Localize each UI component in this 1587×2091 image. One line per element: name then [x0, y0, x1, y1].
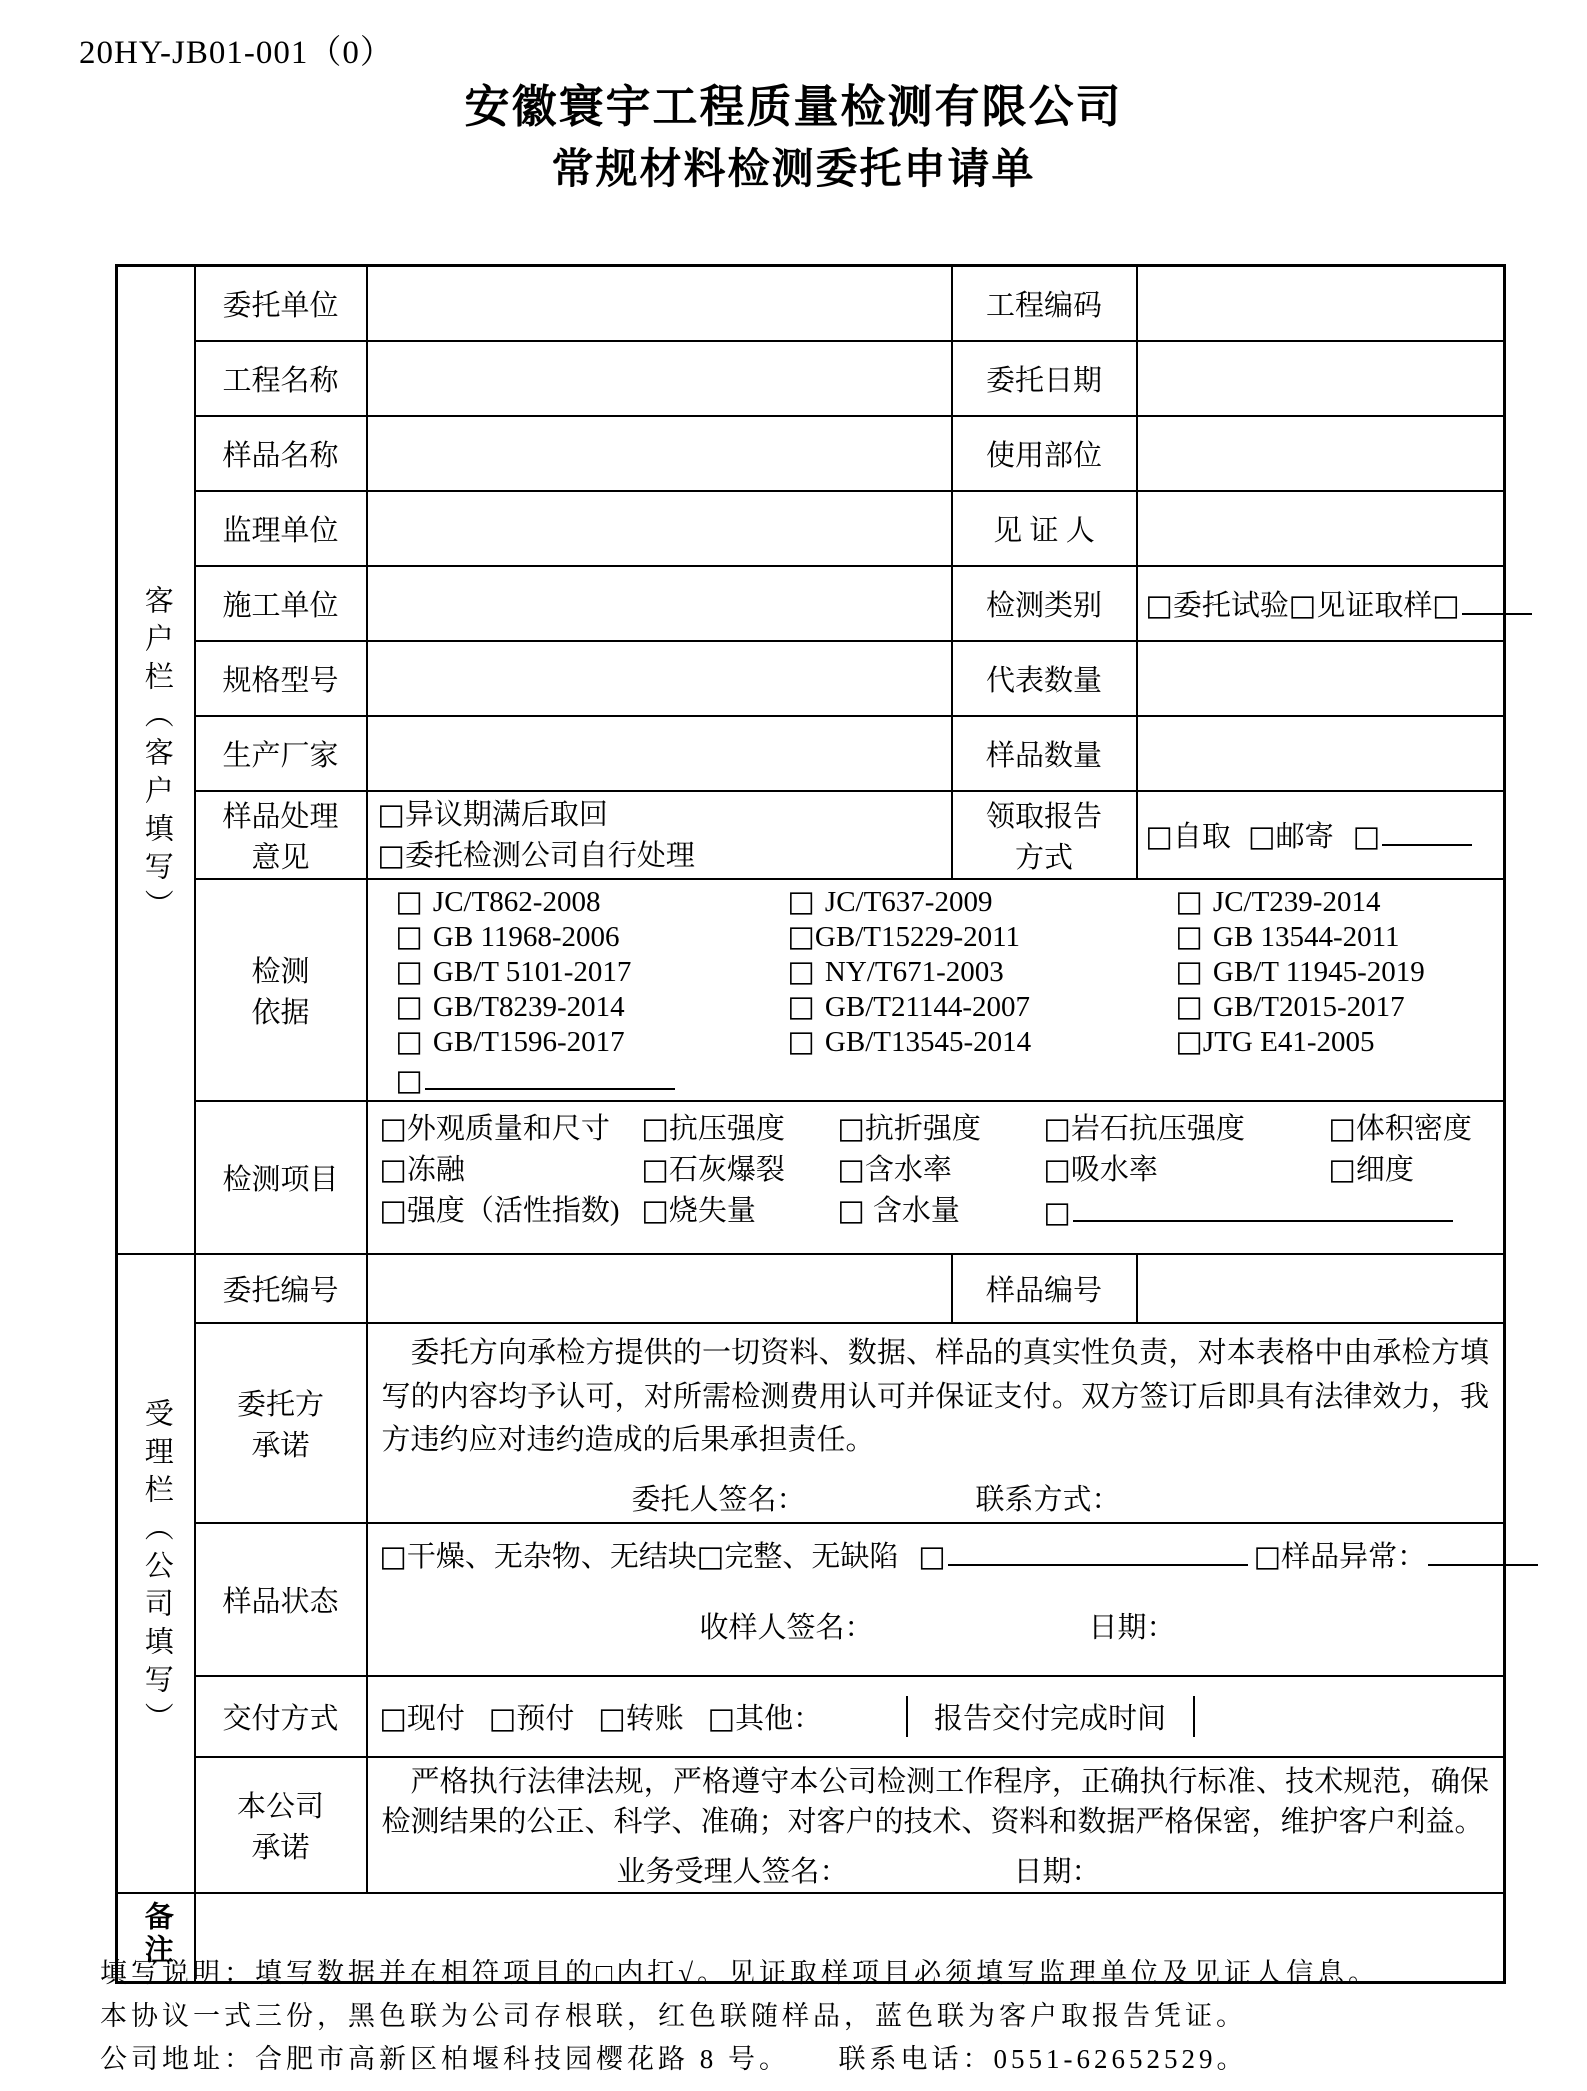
- input-use-position[interactable]: [1137, 416, 1505, 491]
- checkbox-icon[interactable]: [1289, 588, 1316, 622]
- acceptance-section-side-text: 受理栏（公司填写）: [140, 1398, 173, 1741]
- label-manufacturer: 生产厂家: [195, 716, 367, 791]
- checkbox-icon[interactable]: [1353, 819, 1380, 853]
- label-sample-disposal: 样品处理 意见: [195, 791, 367, 879]
- application-form-table: [115, 264, 1506, 1984]
- label-construction-unit: 施工单位: [195, 566, 367, 641]
- test-basis-column-3: [1176, 884, 1425, 1099]
- checkbox-option-item[interactable]: □ 强度（活性指数): [380, 1190, 642, 1233]
- blank-underline[interactable]: [425, 1059, 675, 1091]
- checkbox-icon[interactable]: [380, 1701, 407, 1735]
- checkbox-icon[interactable]: [697, 1539, 724, 1573]
- checkbox-icon[interactable]: [788, 989, 815, 1023]
- table-row: [117, 1101, 1505, 1254]
- label-commission-no: 委托编号: [195, 1254, 367, 1323]
- checkbox-option-standard[interactable]: □ GB/T13545-2014: [788, 1024, 1176, 1059]
- table-row: [117, 341, 1505, 416]
- checkbox-icon[interactable]: [918, 1539, 945, 1573]
- checkbox-icon[interactable]: [1176, 884, 1203, 918]
- checkbox-option-self-pickup[interactable]: □ 自取: [1146, 821, 1231, 853]
- checkbox-icon[interactable]: [1432, 588, 1459, 622]
- label-commission-date: 委托日期: [952, 341, 1137, 416]
- checkbox-icon[interactable]: [396, 1024, 423, 1058]
- label-sample-qty: 样品数量: [952, 716, 1137, 791]
- label-sample-abnormal: 样品异常：: [1281, 1540, 1427, 1573]
- checkbox-option-item[interactable]: □ 岩石抗压强度: [1044, 1108, 1329, 1149]
- checkbox-icon[interactable]: [788, 954, 815, 988]
- sample-state-options: [380, 1530, 1494, 1575]
- label-client-promise: 委托方 承诺: [195, 1323, 367, 1523]
- input-report-delivery-time[interactable]: [1195, 1696, 1504, 1737]
- input-project-code[interactable]: [1137, 266, 1505, 341]
- checkbox-option-company-dispose[interactable]: □ 委托检测公司自行处理: [378, 835, 941, 876]
- test-items-line-3: [380, 1190, 1504, 1233]
- checkbox-icon[interactable]: [396, 919, 423, 953]
- sample-state-signature-line: [380, 1605, 1494, 1646]
- input-sample-qty[interactable]: [1137, 716, 1505, 791]
- acceptance-section-side-label: [117, 1254, 195, 1893]
- table-row: [117, 566, 1505, 641]
- checkbox-icon[interactable]: [380, 1193, 407, 1227]
- checkbox-icon[interactable]: [1329, 1152, 1356, 1186]
- checkbox-option-standard[interactable]: □ GB/T 11945-2019: [1176, 954, 1425, 989]
- checkbox-option-mail[interactable]: □ 邮寄: [1248, 821, 1333, 853]
- footer-notes: [100, 1952, 1520, 2081]
- sample-state-cell: [367, 1523, 1505, 1676]
- checkbox-icon[interactable]: [396, 954, 423, 988]
- test-category-options: [1137, 566, 1505, 641]
- checkbox-option-standard[interactable]: □ JC/T239-2014: [1176, 884, 1425, 919]
- checkbox-icon[interactable]: [380, 1152, 407, 1186]
- label-test-category: 检测类别: [952, 566, 1137, 641]
- form-title: 常规材料检测委托申请单: [551, 147, 1036, 193]
- checkbox-icon[interactable]: [489, 1701, 516, 1735]
- checkbox-option-standard[interactable]: □ JC/T862-2008: [396, 884, 788, 919]
- checkbox-option-standard[interactable]: □ GB/T2015-2017: [1176, 989, 1425, 1024]
- footer-note-1: 填写说明：填写数据并在相符项目的□内打√。见证取样项目必须填写监理单位及见证人信息。: [100, 1958, 1380, 1988]
- checkbox-option-standard[interactable]: □ NY/T671-2003: [788, 954, 1176, 989]
- label-spec-model: 规格型号: [195, 641, 367, 716]
- table-row: [117, 1676, 1505, 1757]
- table-row: [117, 1757, 1505, 1893]
- table-row: [117, 716, 1505, 791]
- input-spec-model[interactable]: [367, 641, 952, 716]
- checkbox-option-item[interactable]: □ 烧失量: [642, 1190, 838, 1233]
- checkbox-option-standard[interactable]: □ GB/T1596-2017: [396, 1024, 788, 1059]
- checkbox-option-entrust-test[interactable]: □ 委托试验: [1146, 590, 1289, 622]
- company-promise-cell: [367, 1757, 1505, 1893]
- label-receiver-sign[interactable]: 收样人签名：: [699, 1611, 874, 1644]
- input-supervision-unit[interactable]: [367, 491, 952, 566]
- checkbox-icon[interactable]: [396, 989, 423, 1023]
- checkbox-icon[interactable]: [788, 884, 815, 918]
- blank-underline[interactable]: [1382, 814, 1472, 846]
- test-items-line-1: [380, 1108, 1504, 1149]
- label-acceptor-sign[interactable]: 业务受理人签名：: [616, 1855, 849, 1888]
- label-sample-no: 样品编号: [952, 1254, 1137, 1323]
- checkbox-option-standard[interactable]: □ JC/T637-2009: [788, 884, 1176, 919]
- checkbox-icon[interactable]: [598, 1701, 625, 1735]
- table-row: [117, 791, 1505, 879]
- checkbox-icon[interactable]: [1254, 1539, 1281, 1573]
- label-accept-date[interactable]: 日期：: [1013, 1855, 1101, 1888]
- test-basis-column-2: [788, 884, 1176, 1099]
- checkbox-icon[interactable]: [642, 1152, 669, 1186]
- checkbox-icon[interactable]: [378, 838, 405, 872]
- checkbox-option-item[interactable]: □ 体积密度: [1329, 1108, 1504, 1149]
- test-items-line-2: [380, 1149, 1504, 1190]
- table-row: [117, 879, 1505, 1102]
- checkbox-option-item[interactable]: □ 抗压强度: [642, 1108, 838, 1149]
- payment-row-cell: [367, 1676, 1505, 1757]
- input-representative-qty[interactable]: [1137, 641, 1505, 716]
- checkbox-icon[interactable]: [1146, 819, 1173, 853]
- sample-disposal-options: [367, 791, 952, 879]
- checkbox-option-item[interactable]: □ 吸水率: [1044, 1149, 1329, 1190]
- label-use-position: 使用部位: [952, 416, 1137, 491]
- client-promise-cell: [367, 1323, 1505, 1523]
- checkbox-option-standard[interactable]: □ JTG E41-2005: [1176, 1024, 1425, 1059]
- label-project-name: 工程名称: [195, 341, 367, 416]
- checkbox-option-transfer[interactable]: □ 转账: [598, 1696, 683, 1737]
- doc-code: 20HY-JB01-001（0）: [79, 35, 394, 71]
- company-promise-text: 严格执行法律法规，严格遵守本公司检测工作程序，正确执行标准、技术规范，确保检测结果的公正、科学、准确；对客户的技术、资料和数据严格保密，维护客户利益。: [381, 1765, 1489, 1839]
- checkbox-icon[interactable]: [1248, 819, 1275, 853]
- label-client-unit: 委托单位: [195, 266, 367, 341]
- checkbox-icon[interactable]: [1176, 989, 1203, 1023]
- checkbox-option-item[interactable]: □ 冻融: [380, 1149, 642, 1190]
- label-company-promise: 本公司 承诺: [195, 1757, 367, 1893]
- checkbox-option-item[interactable]: □ 抗折强度: [838, 1108, 1044, 1149]
- client-section-side-text: 客户栏（客户填写）: [140, 585, 173, 928]
- client-promise-signature-line: [382, 1477, 1490, 1518]
- checkbox-icon[interactable]: [1044, 1111, 1071, 1145]
- label-contact[interactable]: 联系方式：: [975, 1483, 1121, 1516]
- footer-note-3: 公司地址：合肥市高新区柏堰科技园樱花路 8 号。 联系电话：0551-62652529。: [100, 2044, 1248, 2074]
- test-basis-column-1: [396, 884, 788, 1099]
- table-row: [117, 1323, 1505, 1523]
- label-client-sign[interactable]: 委托人签名：: [631, 1483, 806, 1516]
- input-client-unit[interactable]: [367, 266, 952, 341]
- table-row: [117, 1254, 1505, 1323]
- checkbox-icon[interactable]: [380, 1111, 407, 1145]
- label-sample-name: 样品名称: [195, 416, 367, 491]
- input-sample-name[interactable]: [367, 416, 952, 491]
- checkbox-icon[interactable]: [838, 1111, 865, 1145]
- label-receive-date[interactable]: 日期：: [1088, 1611, 1176, 1644]
- checkbox-icon[interactable]: [380, 1539, 407, 1573]
- client-promise-text: 委托方向承检方提供的一切资料、数据、样品的真实性负责，对本表格中由承检方填写的内容均予认可，对所需检测费用认可并保证支付。双方签订后即具有法律效力，我方违约应对违约造成的后果承担责任。: [381, 1337, 1489, 1457]
- checkbox-option-dry[interactable]: □ 干燥、无杂物、无结块: [380, 1541, 697, 1573]
- checkbox-icon[interactable]: [378, 797, 405, 831]
- checkbox-option-other-payment[interactable]: □ 其他：: [708, 1696, 822, 1737]
- input-commission-date[interactable]: [1137, 341, 1505, 416]
- blank-underline[interactable]: [1462, 583, 1532, 615]
- company-title: 安徽寰宇工程质量检测有限公司: [464, 82, 1123, 132]
- checkbox-icon[interactable]: [1044, 1152, 1071, 1186]
- checkbox-icon[interactable]: [642, 1193, 669, 1227]
- label-representative-qty: 代表数量: [952, 641, 1137, 716]
- checkbox-icon[interactable]: [708, 1701, 735, 1735]
- checkbox-option-standard[interactable]: □ GB/T15229-2011: [788, 919, 1176, 954]
- blank-underline[interactable]: [1428, 1534, 1538, 1566]
- table-row: [117, 1523, 1505, 1676]
- checkbox-icon[interactable]: [1176, 919, 1203, 953]
- checkbox-option-standard[interactable]: □ GB/T8239-2014: [396, 989, 788, 1024]
- input-commission-no[interactable]: [367, 1254, 952, 1323]
- report-pickup-options: [1137, 791, 1505, 879]
- checkbox-option-other-standard[interactable]: [396, 1059, 788, 1099]
- input-construction-unit[interactable]: [367, 566, 952, 641]
- checkbox-icon[interactable]: [642, 1111, 669, 1145]
- checkbox-icon[interactable]: [1176, 1024, 1203, 1058]
- label-test-items: 检测项目: [195, 1101, 367, 1254]
- payment-options: [368, 1696, 906, 1737]
- checkbox-icon[interactable]: [788, 1024, 815, 1058]
- checkbox-option-standard[interactable]: □ GB/T21144-2007: [788, 989, 1176, 1024]
- checkbox-icon[interactable]: [1146, 588, 1173, 622]
- label-report-pickup: 领取报告 方式: [952, 791, 1137, 879]
- input-sample-no[interactable]: [1137, 1254, 1505, 1323]
- label-test-basis: 检测 依据: [195, 879, 367, 1102]
- checkbox-icon[interactable]: [838, 1152, 865, 1186]
- input-manufacturer[interactable]: [367, 716, 952, 791]
- checkbox-option-item[interactable]: □ 外观质量和尺寸: [380, 1108, 642, 1149]
- remark-label-text: 备注: [140, 1900, 173, 1967]
- footer-note-2: 本协议一式三份，黑色联为公司存根联，红色联随样品，蓝色联为客户取报告凭证。: [100, 2001, 1247, 2031]
- checkbox-option-witness-sampling[interactable]: □ 见证取样: [1289, 590, 1432, 622]
- checkbox-option-item[interactable]: □ 细度: [1329, 1149, 1504, 1190]
- blank-underline[interactable]: [948, 1534, 1248, 1566]
- input-project-name[interactable]: [367, 341, 952, 416]
- checkbox-option-item[interactable]: □ 含水率: [838, 1149, 1044, 1190]
- label-payment-method: 交付方式: [195, 1676, 367, 1757]
- table-row: [117, 266, 1505, 341]
- blank-underline[interactable]: [1073, 1190, 1453, 1222]
- checkbox-option-prepay[interactable]: □ 预付: [489, 1696, 574, 1737]
- client-section-side-label: [117, 266, 195, 1255]
- checkbox-option-standard[interactable]: □ GB 11968-2006: [396, 919, 788, 954]
- checkbox-icon[interactable]: [396, 1063, 423, 1097]
- label-supervision-unit: 监理单位: [195, 491, 367, 566]
- checkbox-option-standard[interactable]: □ GB 13544-2011: [1176, 919, 1425, 954]
- checkbox-option-item[interactable]: □ 含水量: [838, 1190, 1044, 1233]
- checkbox-option-cash[interactable]: □ 现付: [380, 1696, 465, 1737]
- test-items-options: [367, 1101, 1505, 1254]
- checkbox-option-intact[interactable]: □ 完整、无缺陷: [697, 1541, 898, 1573]
- test-basis-options: [367, 879, 1505, 1102]
- checkbox-icon[interactable]: [396, 884, 423, 918]
- label-project-code: 工程编码: [952, 266, 1137, 341]
- checkbox-icon[interactable]: [838, 1193, 865, 1227]
- checkbox-option-item[interactable]: □ 石灰爆裂: [642, 1149, 838, 1190]
- company-promise-signature-line: [382, 1849, 1490, 1890]
- checkbox-icon[interactable]: [1044, 1195, 1071, 1229]
- checkbox-icon[interactable]: [1329, 1111, 1356, 1145]
- checkbox-icon[interactable]: [788, 919, 815, 953]
- table-row: [117, 491, 1505, 566]
- checkbox-icon[interactable]: [1176, 954, 1203, 988]
- checkbox-option-return-after-objection[interactable]: □ 异议期满后取回: [378, 794, 941, 835]
- label-report-delivery-time: 报告交付完成时间: [906, 1696, 1195, 1737]
- label-witness: 见 证 人: [952, 491, 1137, 566]
- input-witness[interactable]: [1137, 491, 1505, 566]
- table-row: [117, 641, 1505, 716]
- checkbox-option-other-item[interactable]: [1044, 1190, 1453, 1233]
- table-row: [117, 416, 1505, 491]
- checkbox-option-standard[interactable]: □ GB/T 5101-2017: [396, 954, 788, 989]
- label-sample-state: 样品状态: [195, 1523, 367, 1676]
